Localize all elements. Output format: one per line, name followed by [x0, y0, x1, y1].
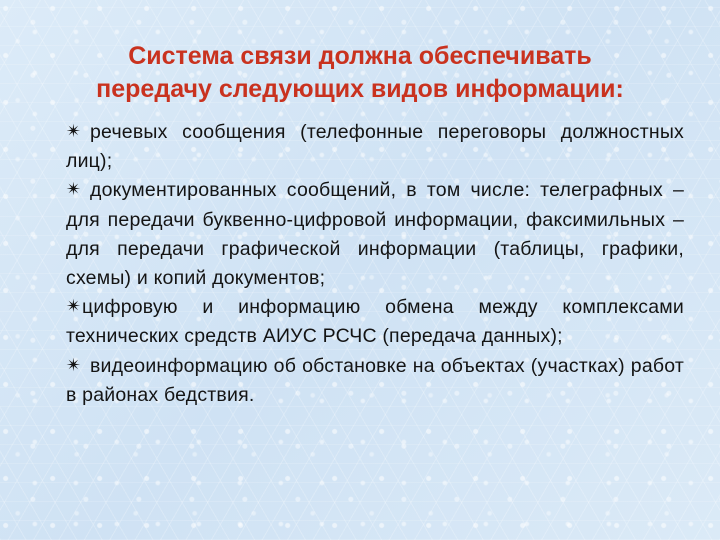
asterisk-icon: ✴ — [66, 296, 82, 317]
slide-title-line-1: Система связи должна обеспечивать — [128, 42, 592, 70]
list-item — [66, 118, 684, 176]
list-item — [66, 176, 684, 293]
list-item-text: видеоинформацию об обстановке на объектах (участках) работ в районах бедствия. — [66, 354, 684, 406]
list-item-text: документированных сообщений, в том числе: телеграфных – для передачи буквенно-цифровой информации, факсимильных – для передачи графической информации (таблицы, графики, схемы) и копий документов; — [66, 179, 684, 290]
asterisk-icon: ✴ — [66, 179, 82, 200]
bullet-list — [66, 118, 684, 410]
slide-title — [40, 40, 680, 106]
list-item — [66, 352, 684, 410]
list-item-text: речевых сообщения (телефонные переговоры должностных лиц); — [66, 121, 684, 173]
slide-title-line-2: передачу следующих видов информации: — [96, 75, 624, 103]
asterisk-icon: ✴ — [66, 354, 82, 375]
list-item-text: цифровую и информацию обмена между комплексами технических средств АИУС РСЧС (передача данных); — [66, 296, 684, 348]
list-item — [66, 293, 684, 351]
asterisk-icon: ✴ — [66, 121, 82, 141]
